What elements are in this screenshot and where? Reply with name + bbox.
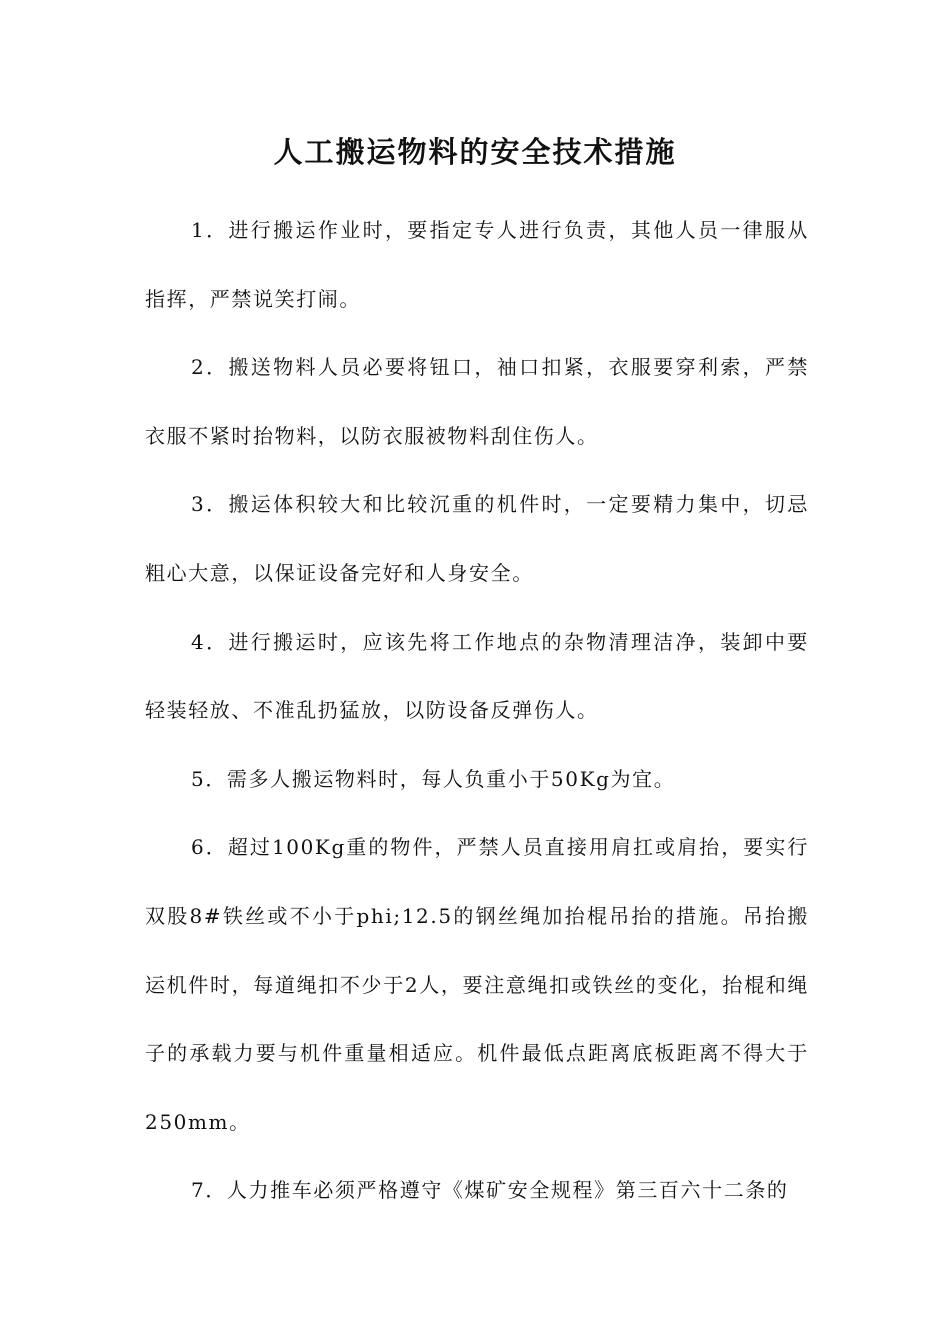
document-body [145,196,809,1225]
paragraph-4: 4．进行搬运时，应该先将工作地点的杂物清理洁净，装卸中要轻装轻放、不准乱扔猛放，以防设备反弹伤人。 [145,629,809,723]
paragraph-2: 2．搬送物料人员必要将钮口，袖口扣紧，衣服要穿利索，严禁衣服不紧时抬物料，以防衣服被物料刮住伤人。 [145,355,809,448]
paragraph-3: 3．搬运体积较大和比较沉重的机件时，一定要精力集中，切忌粗心大意，以保证设备完好和人身安全。 [145,492,809,585]
paragraph-6: 6．超过100Kg重的物件，严禁人员直接用肩扛或肩抬，要实行双股8#铁丝或不小于phi;12.5的钢丝绳加抬棍吊抬的措施。吊抬搬运机件时，每道绳扣不少于2人，要注意绳扣或铁丝的变化，抬棍和绳子的承载力要与机件重量相适应。机件最低点距离底板距离不得大于250mm。 [145,835,809,1134]
paragraph-1: 1．进行搬运作业时，要指定专人进行负责，其他人员一律服从指挥，严禁说笑打闹。 [145,218,809,311]
paragraph-5: 5．需多人搬运物料时，每人负重小于50Kg为宜。 [191,766,676,791]
document-title: 人工搬运物料的安全技术措施 [273,135,677,169]
paragraph-7: 7．人力推车必须严格遵守《煤矿安全规程》第三百六十二条的 [191,1178,789,1203]
